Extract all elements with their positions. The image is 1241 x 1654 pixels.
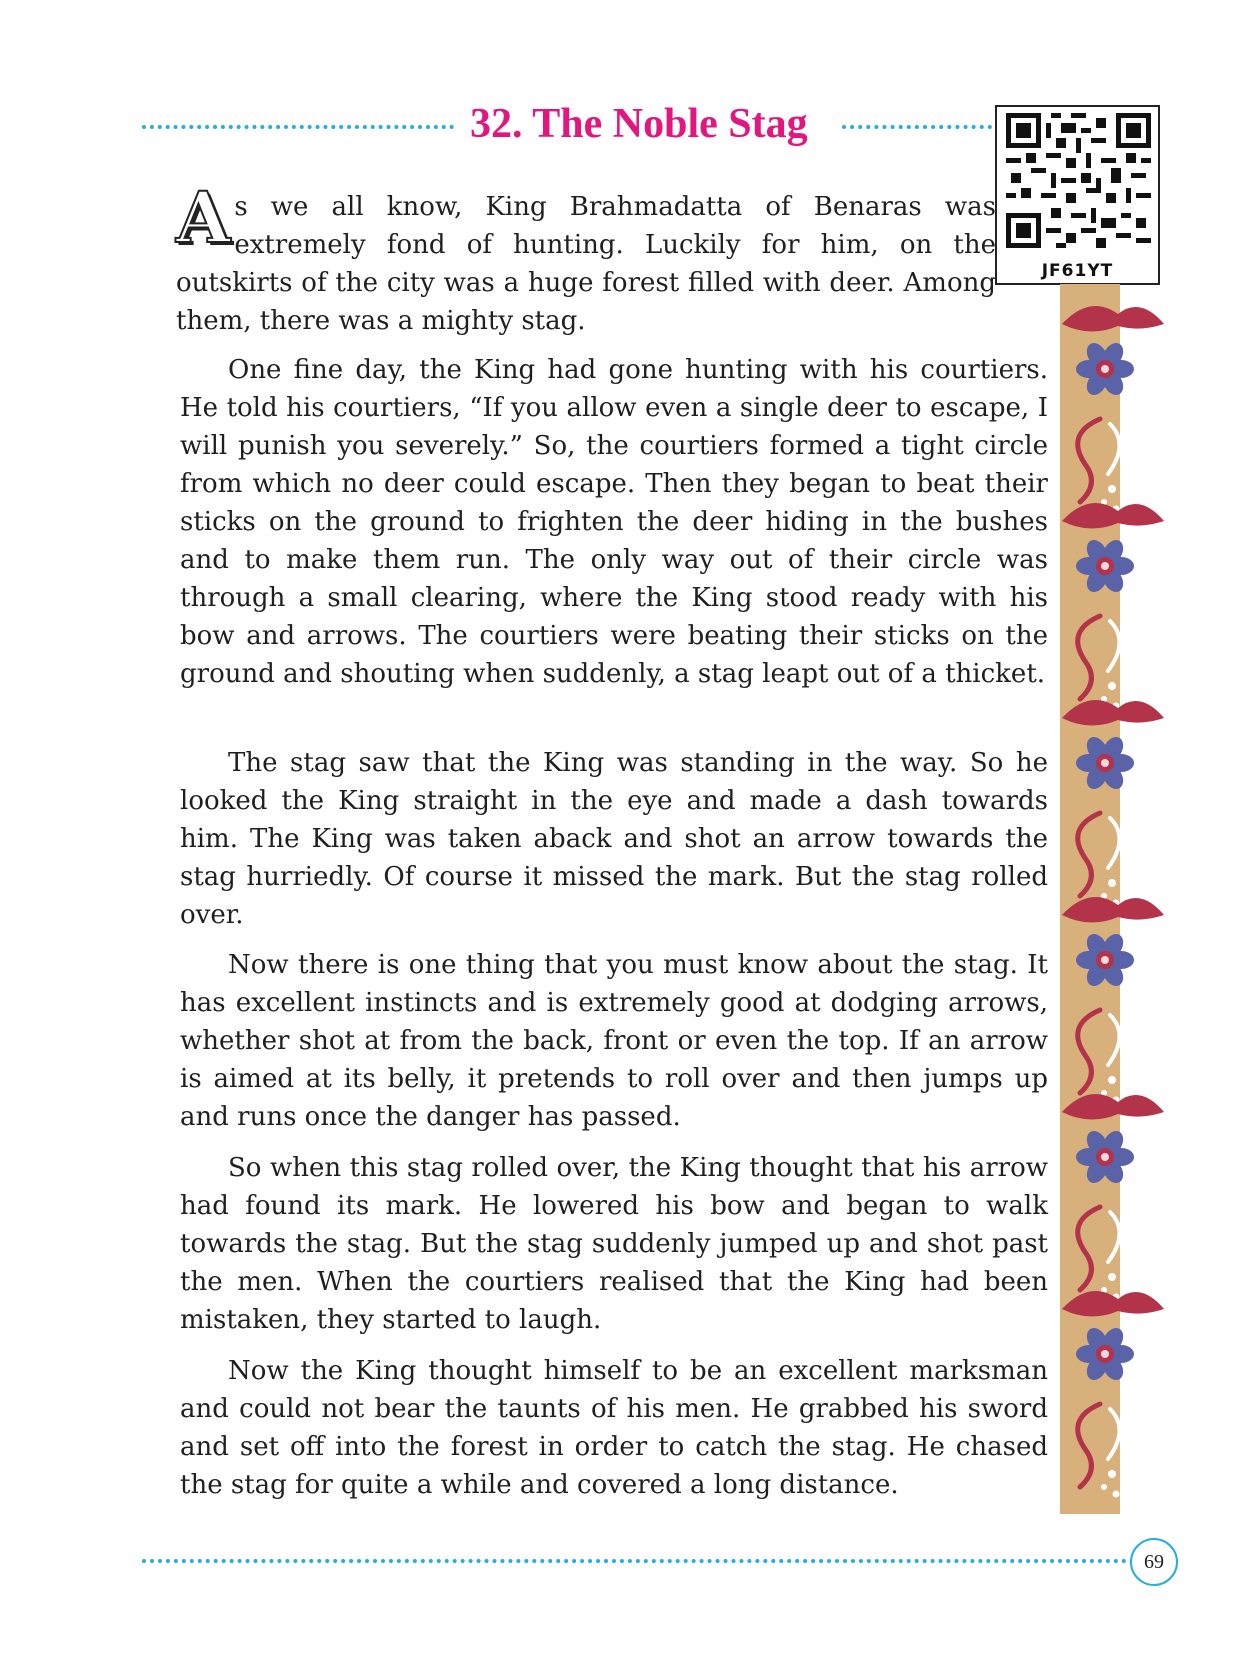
chapter-title: 32. The Noble Stag <box>470 101 808 147</box>
qr-code-box[interactable] <box>995 105 1160 285</box>
floral-border-icon <box>1060 284 1170 1514</box>
footer-dots <box>142 1559 1127 1563</box>
story-paragraph-2: One fine day, the King had gone hunting with his courtiers. He told his courtiers, “If you allow even a single deer to escape, I will punish you severely.” So, the courtiers formed a tight circle from which no deer could escape. Then they began to beat their sticks on the ground to frighten the deer hiding in the bushes and to make them run. The only way out of their circle was through a small clearing, where the King stood ready with his bow and arrows. The courtiers were beating their sticks on the ground and shouting when suddenly, a stag leapt out of a thicket. <box>180 355 1048 689</box>
qr-code-icon <box>1005 113 1152 248</box>
story-paragraph-5: So when this stag rolled over, the King thought that his arrow had found its mark. He lowered his bow and began to walk towards the stag. But the stag suddenly jumped up and shot past the men. When the courtiers realised that the King had been mistaken, they started to laugh. <box>180 1153 1048 1335</box>
title-dots-right <box>842 125 992 129</box>
title-dots-left <box>142 125 454 129</box>
qr-code-label: JF61YT <box>1041 261 1114 281</box>
story-paragraph-1 <box>176 176 996 340</box>
paragraph-1-text: s we all know, King Brahmadatta of Benaras was extremely fond of hunting. Luckily for him, on the outskirts of the city was a huge forest filled with deer. Among them, there was a mighty stag. <box>176 192 996 336</box>
story-paragraph-6: Now the King thought himself to be an excellent marksman and could not bear the taunts of his men. He grabbed his sword and set off into the forest in order to catch the stag. He chased the stag for quite a while and covered a long distance. <box>180 1356 1048 1500</box>
story-paragraph-4: Now there is one thing that you must know about the stag. It has excellent instincts and is extremely good at dodging arrows, whether shot at from the back, front or even the top. If an arrow is aimed at its belly, it pretends to roll over and then jumps up and runs once the danger has passed. <box>180 950 1048 1132</box>
story-paragraph-3: The stag saw that the King was standing in the way. So he looked the King straight in the eye and made a dash towards him. The King was taken aback and shot an arrow towards the stag hurriedly. Of course it missed the mark. But the stag rolled over. <box>180 748 1048 930</box>
page-number: 69 <box>1130 1538 1178 1586</box>
drop-cap: A <box>176 176 231 259</box>
